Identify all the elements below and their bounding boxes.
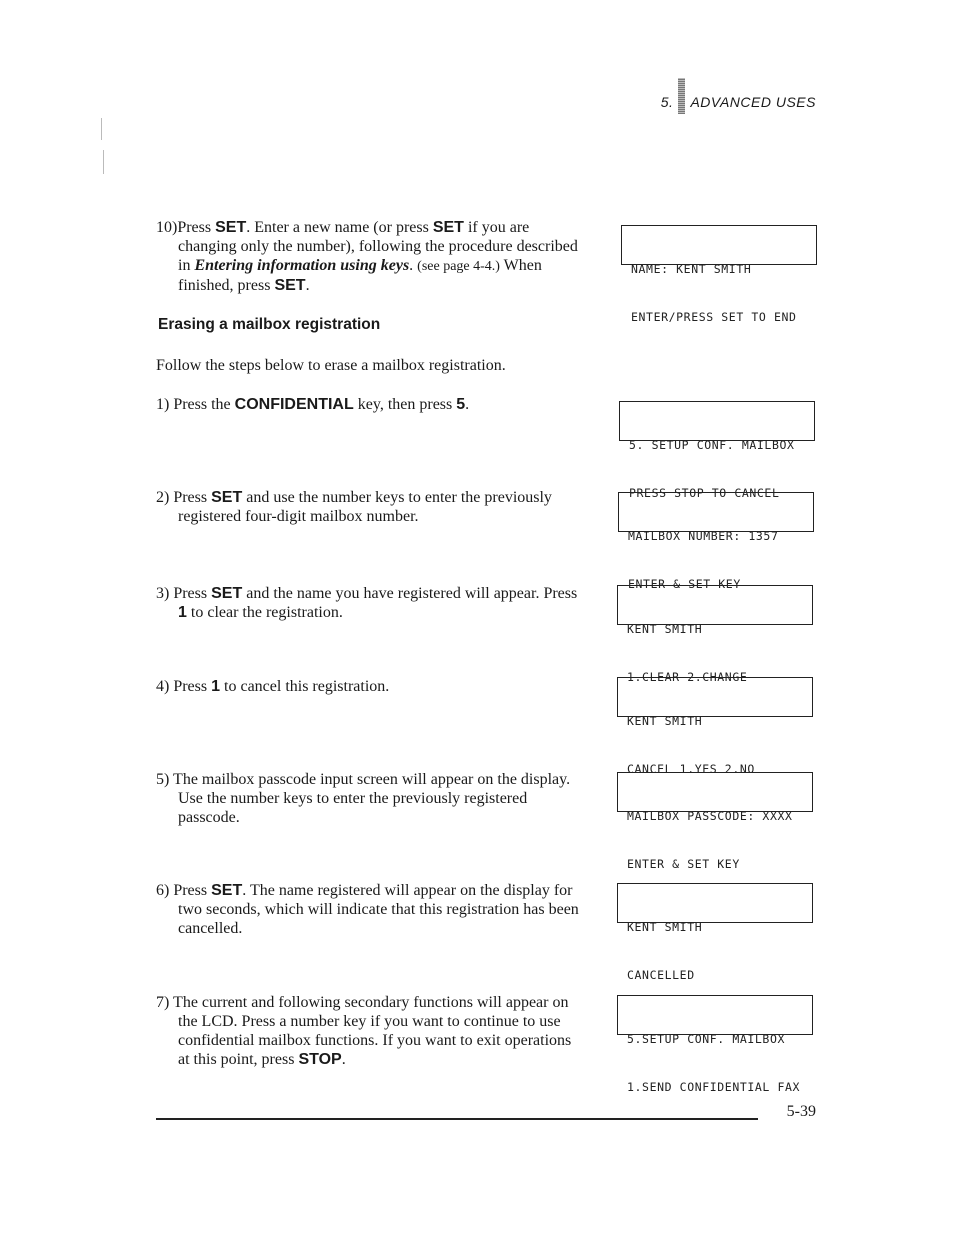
step-6-text: 6) Press SET. The name registered will appear on the display for two seconds, which will indicate that this registration has been cancelled. (156, 882, 579, 937)
step-2-text: 2) Press SET and use the number keys to enter the previously registered four-digit mailbox number. (156, 489, 552, 525)
step-7-text: 7) The current and following secondary functions will appear on the LCD. Press a number key if you want to continue to use confidential mailbox functions. If you want to exit operations at this point, press STOP. (156, 994, 572, 1068)
intro-paragraph: Follow the steps below to erase a mailbox registration. (156, 357, 506, 374)
page-number: 5-39 (786, 1103, 816, 1120)
step-3 (156, 584, 584, 622)
cross-reference: Entering information using keys (194, 257, 410, 274)
chapter-tab-marker (678, 78, 685, 114)
lcd-display-clear-change: KENT SMITH 1.CLEAR 2.CHANGE (617, 585, 813, 625)
lcd-display-setup: 5. SETUP CONF. MAILBOX PRESS STOP TO CANCEL (619, 401, 815, 441)
step-1-text: 1) Press the CONFIDENTIAL key, then press 5. (156, 396, 470, 413)
lcd-display-mailbox-number: MAILBOX NUMBER: 1357 ENTER & SET KEY (618, 492, 814, 532)
lcd-display-passcode: MAILBOX PASSCODE: XXXX ENTER & SET KEY (617, 772, 813, 812)
chapter-title: ADVANCED USES (690, 94, 816, 110)
running-header (661, 90, 816, 114)
footer-rule (156, 1118, 758, 1120)
step-10 (156, 218, 584, 295)
step-5-text: 5) The mailbox passcode input screen will appear on the display. Use the number keys to enter the previously registered passcode. (156, 771, 571, 826)
step-4 (156, 677, 584, 696)
step-2 (156, 488, 584, 526)
step-3-text: 3) Press SET and the name you have registered will appear. Press 1 to clear the registration. (156, 585, 578, 621)
step-10-text: 10)Press SET. Enter a new name (or press SET if you are changing only the number), following the procedure described in Entering information using keys. (see page 4-4.) When finished, press SET. (156, 219, 578, 294)
step-7 (156, 993, 584, 1069)
chapter-number: 5. (660, 94, 674, 110)
lcd-display-cancel: KENT SMITH CANCEL 1.YES 2.NO (617, 677, 813, 717)
step-1 (156, 395, 584, 414)
lcd-display-name: NAME: KENT SMITH ENTER/PRESS SET TO END (621, 225, 817, 265)
scan-mark (101, 118, 102, 140)
lcd-display-cancelled: KENT SMITH CANCELLED (617, 883, 813, 923)
scan-mark (103, 150, 104, 174)
step-6 (156, 881, 584, 938)
lcd-display-send: 5.SETUP CONF. MAILBOX 1.SEND CONFIDENTIAL FAX (617, 995, 813, 1035)
step-4-text: 4) Press 1 to cancel this registration. (156, 678, 390, 695)
section-heading: Erasing a mailbox registration (158, 316, 381, 333)
step-5 (156, 770, 584, 827)
